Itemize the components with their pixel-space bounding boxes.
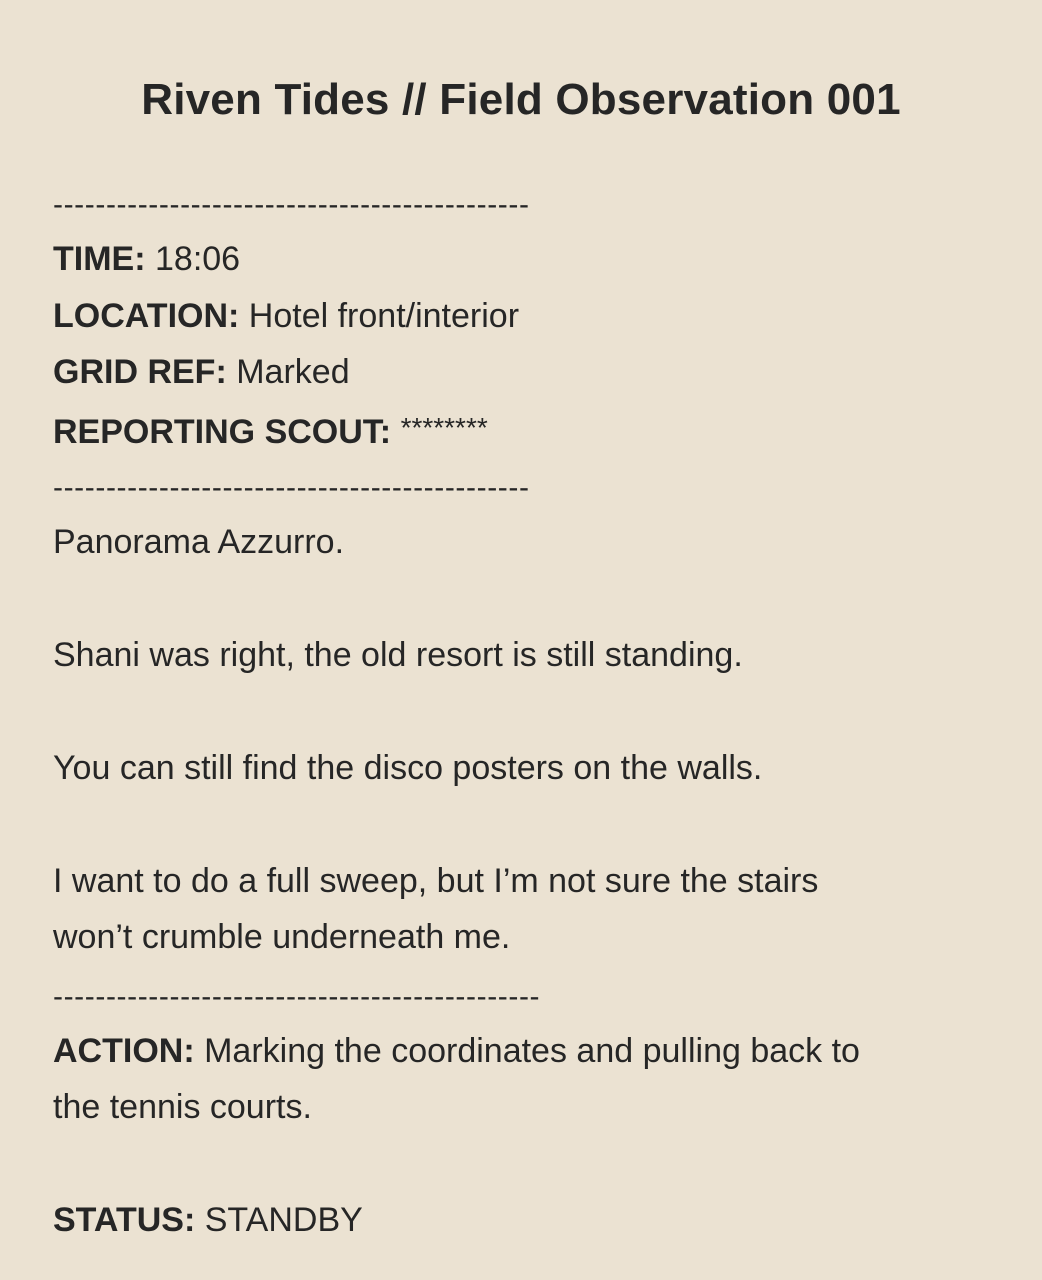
divider-top: --------------------------------------------- [53, 188, 530, 221]
status-value: STANDBY [204, 1201, 363, 1239]
action-value-line-2: the tennis courts. [53, 1088, 312, 1126]
location-value: Hotel front/interior [248, 297, 520, 335]
grid-ref-label: GRID REF: [53, 353, 227, 391]
grid-ref-value: Marked [236, 353, 350, 391]
reporting-scout-label: REPORTING SCOUT: [53, 413, 392, 451]
time-value: 18:06 [155, 240, 241, 278]
body-paragraph-4-line-1: I want to do a full sweep, but I’m not sure the stairs [53, 862, 819, 900]
body-paragraph-2: Shani was right, the old resort is still standing. [53, 636, 743, 674]
page-title: Riven Tides // Field Observation 001 [141, 75, 901, 124]
body-paragraph-1: Panorama Azzurro. [53, 523, 345, 561]
action-value-line-1: Marking the coordinates and pulling back to [204, 1032, 860, 1070]
reporting-scout-value: ******** [400, 412, 488, 443]
action-label: ACTION: [53, 1032, 195, 1070]
reporting-scout-row [53, 406, 488, 454]
grid-ref-row [53, 350, 350, 394]
time-row [53, 237, 240, 281]
location-label: LOCATION: [53, 297, 240, 335]
action-row [53, 1029, 860, 1073]
time-label: TIME: [53, 240, 146, 278]
divider-bottom: ---------------------------------------------- [53, 980, 541, 1013]
location-row [53, 294, 519, 338]
status-label: STATUS: [53, 1201, 196, 1239]
body-paragraph-3: You can still find the disco posters on the walls. [53, 749, 763, 787]
status-row [53, 1198, 363, 1242]
body-paragraph-4-line-2: won’t crumble underneath me. [53, 918, 511, 956]
divider-middle: --------------------------------------------- [53, 471, 530, 504]
